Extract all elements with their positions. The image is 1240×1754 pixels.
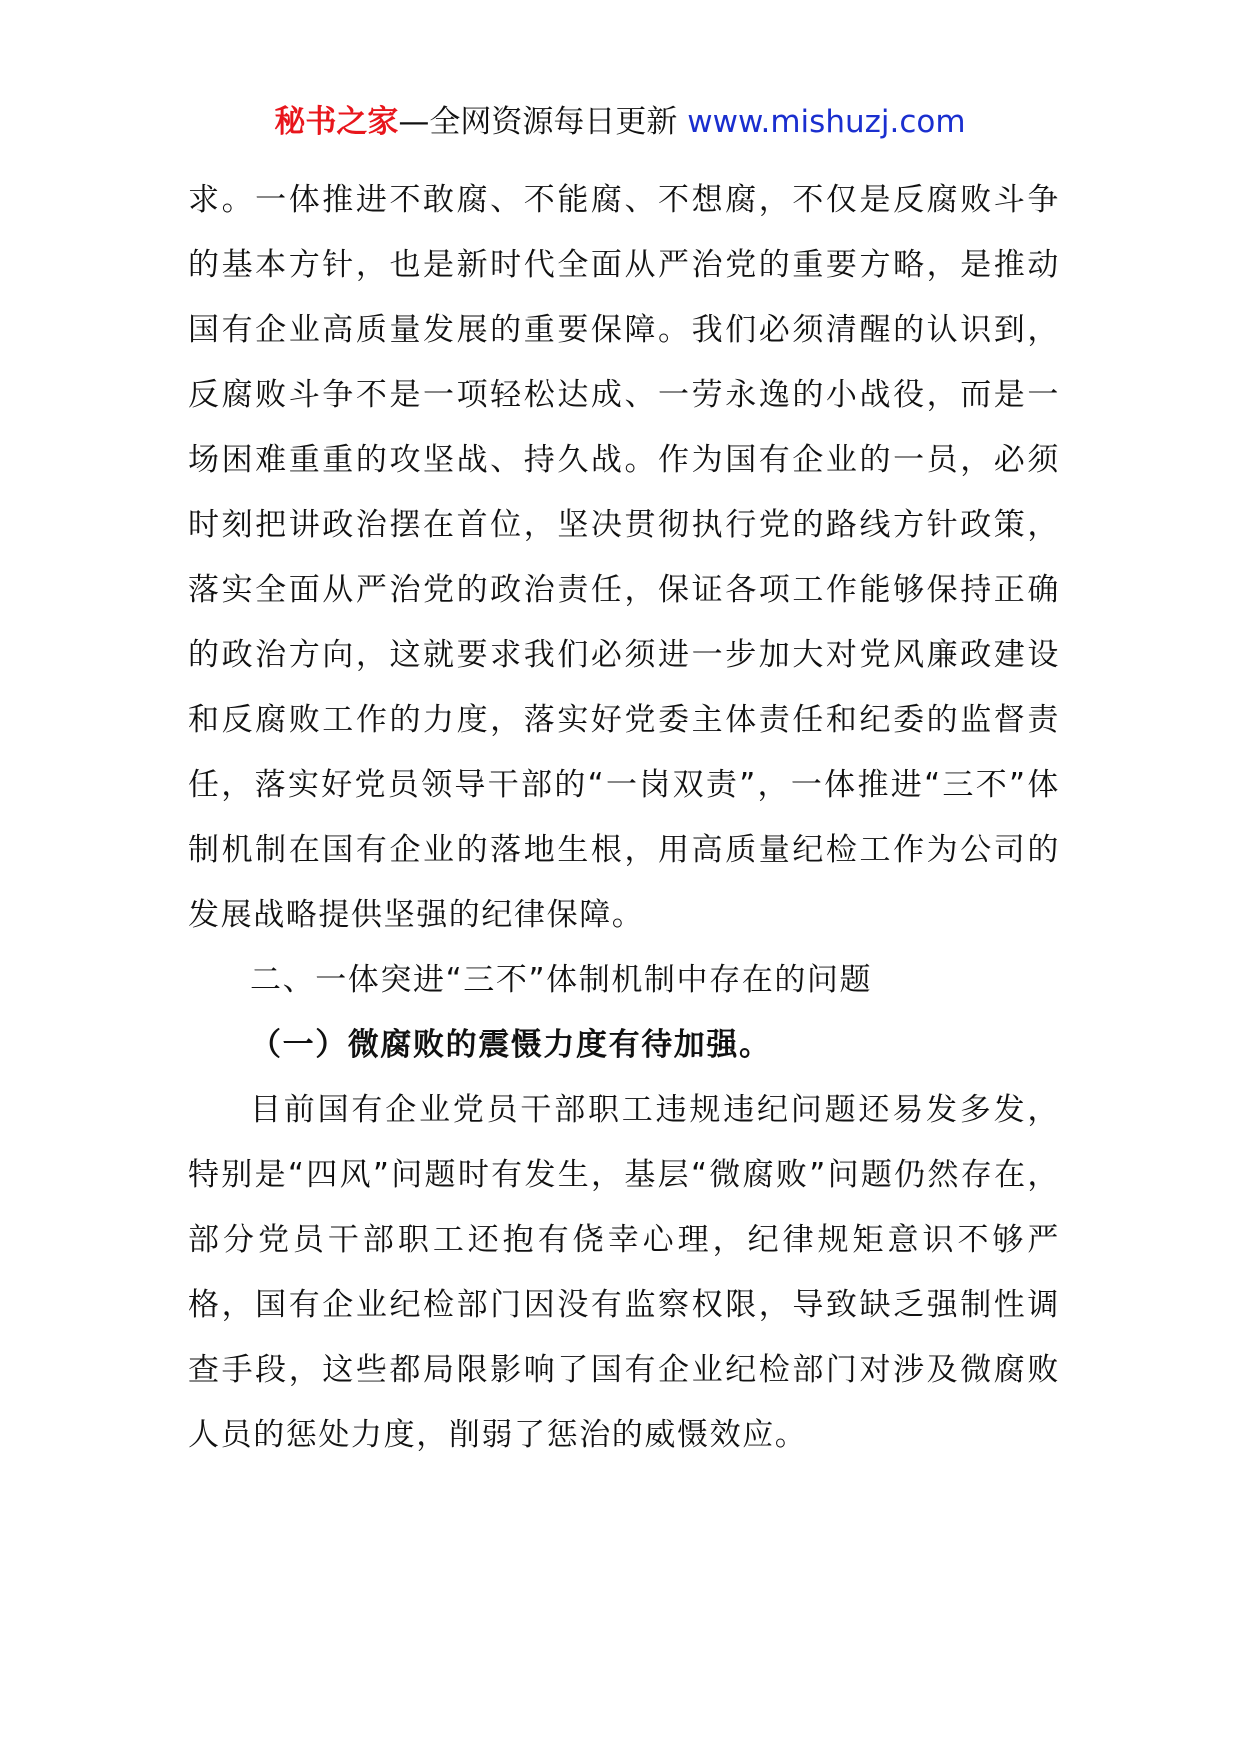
- site-url: www.mishuzj.com: [687, 104, 966, 140]
- document-body: [188, 168, 1060, 1468]
- paragraph: 目前国有企业党员干部职工违规违纪问题还易发多发，特别是“四风”问题时有发生，基层“微腐败”问题仍然存在，部分党员干部职工还抱有侥幸心理，纪律规矩意识不够严格，国有企业纪检部门因没有监察权限，导致缺乏强制性调查手段，这些都局限影响了国有企业纪检部门对涉及微腐败人员的惩处力度，削弱了惩治的威慑效应。: [188, 1092, 1060, 1453]
- site-header: [0, 100, 1240, 144]
- section-heading: 二、一体突进“三不”体制机制中存在的问题: [250, 962, 873, 998]
- subsection-heading: （一）微腐败的震慑力度有待加强。: [250, 1027, 772, 1063]
- brand-name: 秘书之家: [274, 104, 399, 140]
- header-tagline: —全网资源每日更新: [398, 104, 678, 140]
- paragraph-continuation: 求。一体推进不敢腐、不能腐、不想腐，不仅是反腐败斗争的基本方针，也是新时代全面从严治党的重要方略，是推动国有企业高质量发展的重要保障。我们必须清醒的认识到，反腐败斗争不是一项轻松达成、一劳永逸的小战役，而是一场困难重重的攻坚战、持久战。作为国有企业的一员，必须时刻把讲政治摆在首位，坚决贯彻执行党的路线方针政策，落实全面从严治党的政治责任，保证各项工作能够保持正确的政治方向，这就要求我们必须进一步加大对党风廉政建设和反腐败工作的力度，落实好党委主体责任和纪委的监督责任，落实好党员领导干部的“一岗双责”，一体推进“三不”体制机制在国有企业的落地生根，用高质量纪检工作为公司的发展战略提供坚强的纪律保障。: [188, 182, 1060, 933]
